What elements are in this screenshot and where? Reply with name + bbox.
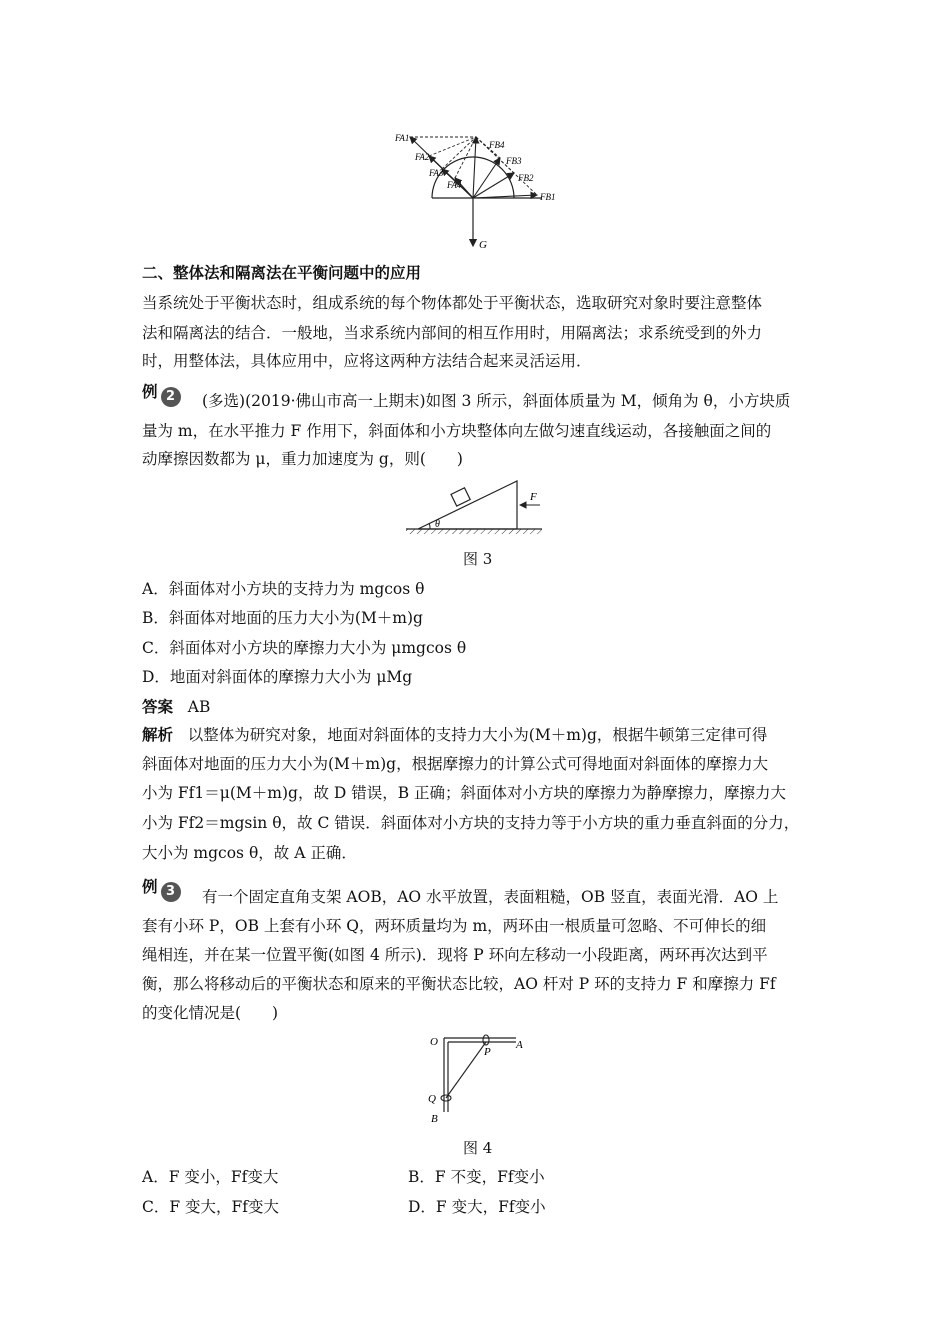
analysis-row: [142, 724, 767, 746]
option-a: A．F 变小，Ff变大: [142, 1168, 279, 1186]
answer-label: 答案: [142, 698, 174, 716]
example-3-label: 例 3: [142, 876, 181, 902]
section-para-line: 当系统处于平衡状态时，组成系统的每个物体都处于平衡状态，选取研究对象时要注意整体: [142, 294, 763, 312]
incline-block: [418, 481, 517, 529]
analysis-line: 小为 Ff2＝mgsin θ，故 C 错误．斜面体对小方块的支持力等于小方块的重力垂直斜面的分力，: [142, 814, 800, 832]
example-3-text-line: 衡，那么将移动后的平衡状态和原来的平衡状态比较，AO 杆对 P 环的支持力 F 和摩擦力 Ff: [142, 975, 776, 993]
ring-p: [483, 1035, 489, 1045]
example-number-badge: 2: [161, 387, 181, 407]
label-fb3: FB3: [506, 156, 522, 166]
section-para-line: 时，用整体法，具体应用中，应将这两种方法结合起来灵活运用．: [142, 352, 592, 370]
label-fa2: FA2: [415, 152, 430, 162]
label-fa3: FA3: [429, 168, 444, 178]
label-g: G: [479, 239, 487, 251]
example-3-text-line: 绳相连，并在某一位置平衡(如图 4 所示)．现将 P 环向左移动一小段距离，两环再次达到平: [142, 946, 768, 964]
section-para-line: 法和隔离法的结合．一般地，当求系统内部间的相互作用时，用隔离法；求系统受到的外力: [142, 324, 763, 342]
example-number-badge: 3: [161, 882, 181, 902]
figure-3-caption: 图 3: [463, 550, 493, 568]
analysis-line: 小为 Ff1＝μ(M＋m)g，故 D 错误，B 正确；斜面体对小方块的摩擦力为静摩擦力，摩擦力大: [142, 784, 787, 802]
arrow-fb2: [473, 173, 514, 198]
label-b: B: [431, 1113, 438, 1125]
example-2-label: 例 2: [142, 381, 181, 407]
ground-hatch: [406, 529, 542, 534]
label-p: P: [484, 1046, 491, 1058]
example-3-text-line: 套有小环 P，OB 上套有小环 Q，两环质量均为 m，两环由一根质量可忽略、不可伸长的细: [142, 917, 767, 935]
small-block: [451, 488, 470, 506]
example-3-text-line: 有一个固定直角支架 AOB，AO 水平放置，表面粗糙，OB 竖直，表面光滑．AO 上: [202, 888, 779, 906]
incline-figure: [404, 476, 546, 540]
force-label: F: [530, 491, 537, 503]
dash-a3-b2: [442, 137, 476, 169]
option-d: D．F 变大，Ff变小: [408, 1198, 546, 1216]
answer-row: [142, 696, 210, 718]
label-fa1: FA1: [395, 133, 410, 143]
option-d: D．地面对斜面体的摩擦力大小为 μMg: [142, 668, 413, 686]
option-b: B．F 不变，Ff变小: [408, 1168, 545, 1186]
bracket-figure: [424, 1032, 528, 1128]
example-2-text-line: 动摩擦因数都为 μ，重力加速度为 g，则( ): [142, 450, 463, 468]
label-fb2: FB2: [518, 173, 534, 183]
string: [446, 1042, 486, 1098]
figure-4-caption: 图 4: [463, 1139, 493, 1157]
analysis-line: 斜面体对地面的压力大小为(M＋m)g，根据摩擦力的计算公式可得地面对斜面体的摩擦力大: [142, 755, 769, 773]
answer-value: AB: [187, 698, 211, 716]
label-fb1: FB1: [540, 192, 556, 202]
example-2-text-line: (多选)(2019·佛山市高一上期末)如图 3 所示，斜面体质量为 M，倾角为 θ，小方块质: [202, 392, 791, 410]
option-c: C．F 变大，Ff变大: [142, 1198, 280, 1216]
option-c: C．斜面体对小方块的摩擦力大小为 μmgcos θ: [142, 639, 467, 657]
force-diagram-figure: [392, 128, 564, 256]
analysis-line: 以整体为研究对象，地面对斜面体的支持力大小为(M＋m)g，根据牛顿第三定律可得: [187, 726, 768, 744]
dash-b1: [476, 137, 537, 195]
label-fa4: FA4: [447, 180, 462, 190]
analysis-line: 大小为 mgcos θ，故 A 正确．: [142, 844, 357, 862]
example-2-text-line: 量为 m，在水平推力 F 作用下，斜面体和小方块整体向左做匀速直线运动，各接触面之间的: [142, 422, 772, 440]
dash-a2-b3: [429, 137, 476, 156]
label-q: Q: [428, 1093, 436, 1105]
label-o: O: [430, 1036, 438, 1048]
label-a: A: [516, 1039, 523, 1051]
option-a: A．斜面体对小方块的支持力为 mgcos θ: [142, 580, 425, 598]
angle-arc: [429, 523, 430, 529]
arrow-fb3: [473, 158, 500, 198]
section-heading: 二、整体法和隔离法在平衡问题中的应用: [142, 264, 422, 282]
analysis-label: 解析: [142, 726, 174, 744]
angle-label: θ: [435, 519, 440, 530]
arrow-fb4: [473, 137, 476, 198]
label-fb4: FB4: [489, 140, 505, 150]
example-3-text-line: 的变化情况是( ): [142, 1004, 279, 1022]
option-b: B．斜面体对地面的压力大小为(M＋m)g: [142, 609, 423, 627]
